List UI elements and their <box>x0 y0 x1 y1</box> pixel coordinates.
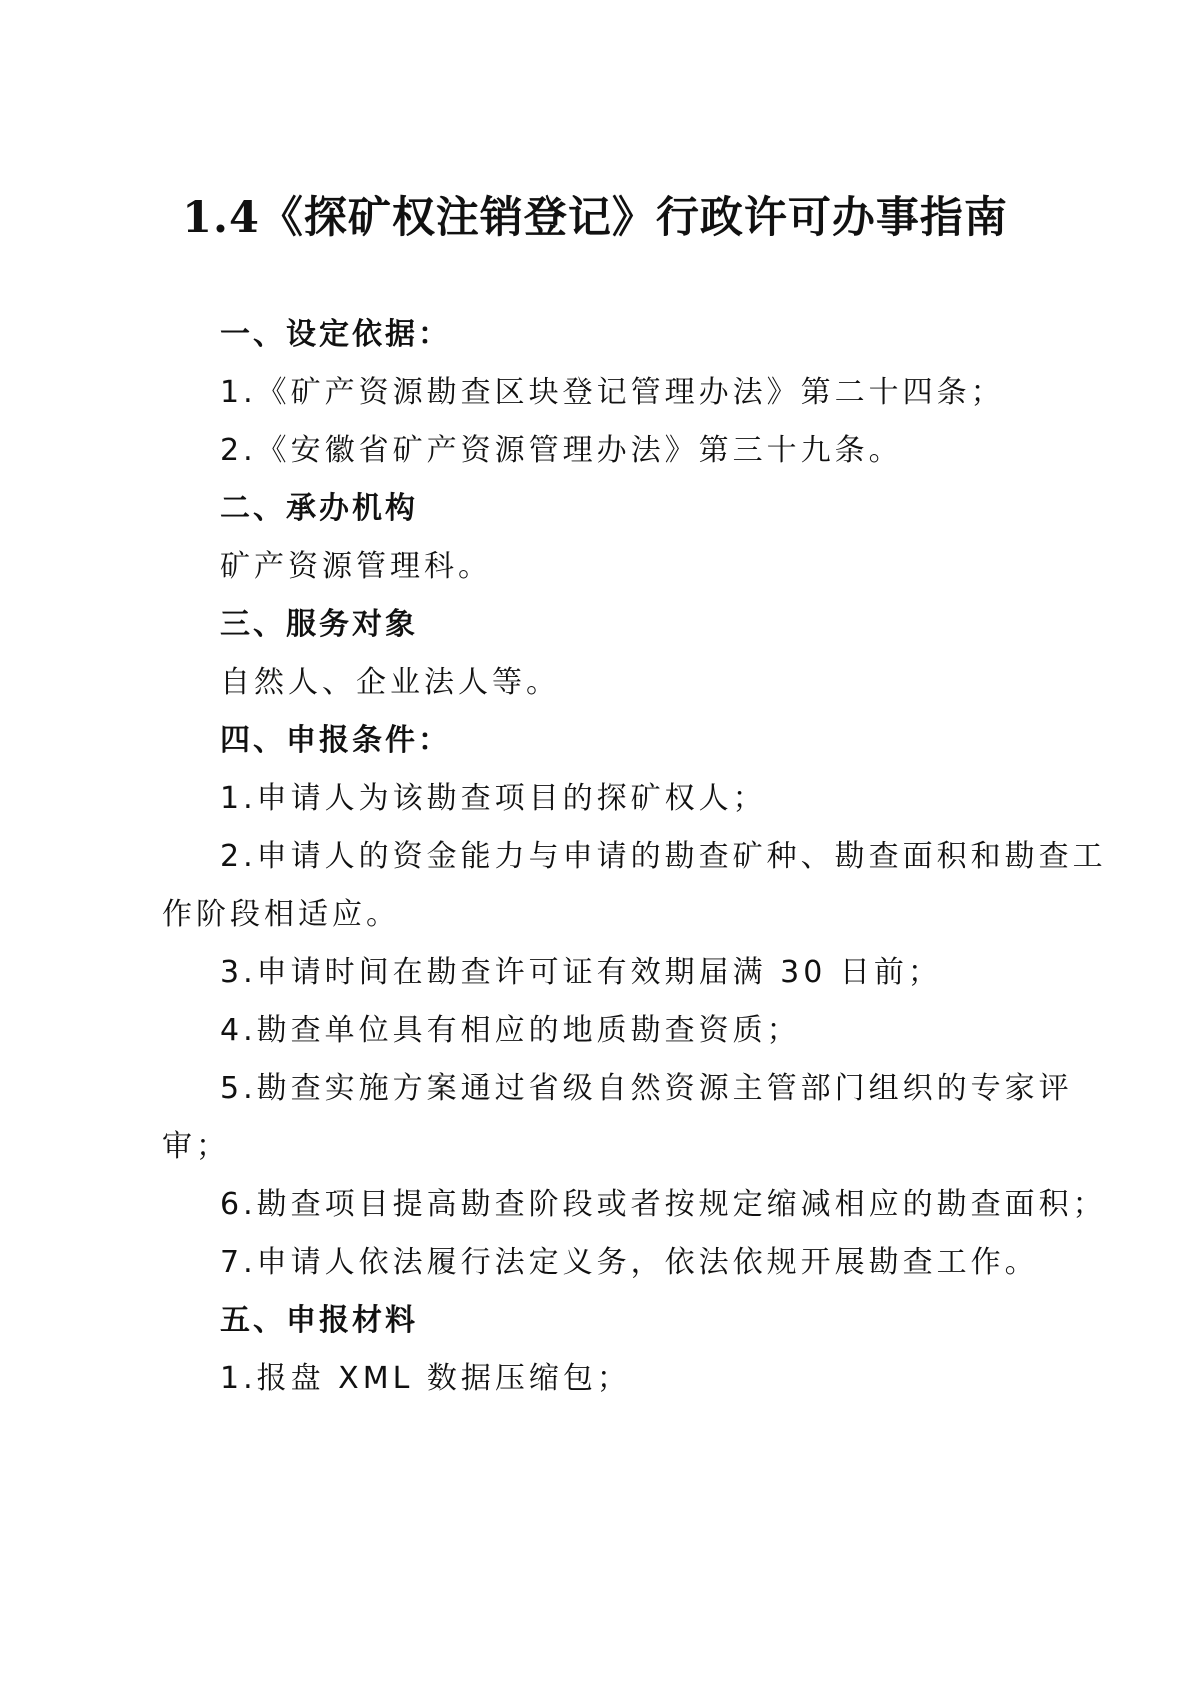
section-heading-conditions: 四、申报条件： <box>220 723 451 758</box>
section-heading-basis: 一、设定依据： <box>220 317 451 352</box>
condition-item-5: 5.勘查实施方案通过省级自然资源主管部门组织的专家评 <box>220 1071 1073 1106</box>
service-target-text: 自然人、企业法人等。 <box>220 665 560 700</box>
agency-text: 矿产资源管理科。 <box>220 549 492 584</box>
section-heading-agency: 二、承办机构 <box>220 491 418 526</box>
section-heading-service-target: 三、服务对象 <box>220 607 418 642</box>
condition-item-7: 7.申请人依法履行法定义务，依法依规开展勘查工作。 <box>220 1245 1039 1280</box>
condition-item-5-continued: 审； <box>162 1129 230 1164</box>
basis-item-2: 2.《安徽省矿产资源管理办法》第三十九条。 <box>220 433 903 468</box>
page-title: 1.4《探矿权注销登记》行政许可办事指南 <box>182 193 1008 243</box>
material-item-1: 1.报盘 XML 数据压缩包； <box>220 1361 631 1396</box>
basis-item-1: 1.《矿产资源勘查区块登记管理办法》第二十四条； <box>220 375 1005 410</box>
condition-item-3: 3.申请时间在勘查许可证有效期届满 30 日前； <box>220 955 942 990</box>
section-heading-materials: 五、申报材料 <box>220 1303 418 1338</box>
condition-item-2-continued: 作阶段相适应。 <box>162 897 400 932</box>
condition-item-1: 1.申请人为该勘查项目的探矿权人； <box>220 781 767 816</box>
condition-item-4: 4.勘查单位具有相应的地质勘查资质； <box>220 1013 801 1048</box>
condition-item-6: 6.勘查项目提高勘查阶段或者按规定缩减相应的勘查面积； <box>220 1187 1107 1222</box>
condition-item-2: 2.申请人的资金能力与申请的勘查矿种、勘查面积和勘查工 <box>220 839 1107 874</box>
